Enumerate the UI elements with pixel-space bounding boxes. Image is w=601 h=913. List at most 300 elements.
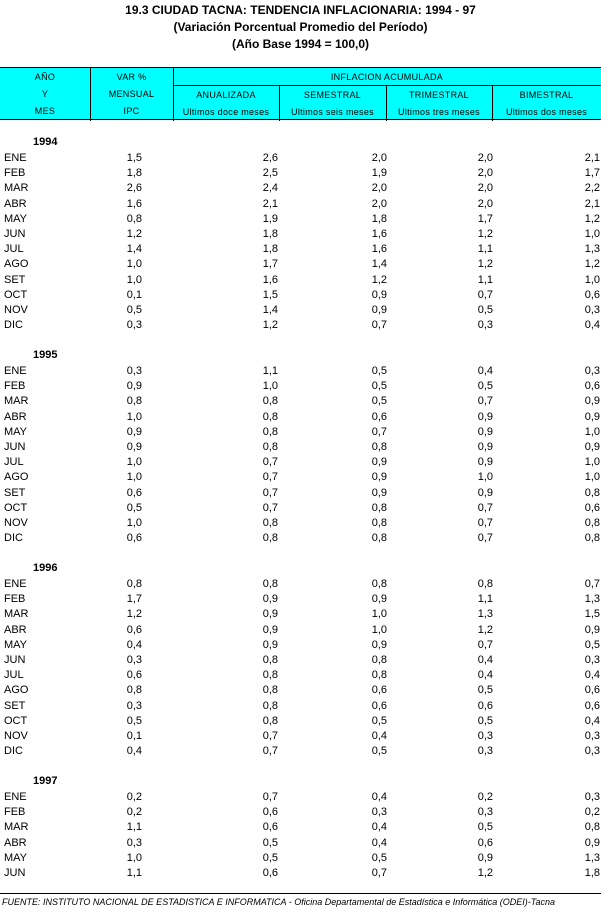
- value-cell: 0,7: [371, 867, 387, 879]
- table-row: [0, 837, 601, 852]
- value-cell: 0,9: [477, 851, 493, 864]
- year-label: 1995: [33, 349, 58, 361]
- year-label: 1996: [33, 562, 58, 574]
- value-cell: 0,6: [262, 867, 278, 879]
- table-row: [0, 791, 601, 806]
- value-cell: 2,5: [262, 167, 278, 180]
- value-cell: 0,8: [584, 486, 600, 499]
- value-cell: 0,4: [371, 730, 387, 742]
- header-month: MES: [34, 106, 56, 116]
- value-cell: 1,0: [126, 258, 142, 271]
- table-row: [0, 669, 601, 684]
- table-row: [0, 517, 601, 532]
- header-bimestral-desc: Ultimos dos meses: [505, 107, 588, 117]
- value-cell: 0,8: [371, 578, 387, 590]
- value-cell: 0,3: [477, 806, 493, 819]
- table-row: [0, 289, 601, 304]
- table-row: [0, 487, 601, 502]
- value-cell: 1,5: [126, 152, 142, 164]
- header-trimestral: TRIMESTRAL: [408, 90, 469, 100]
- value-cell: 0,6: [262, 821, 278, 834]
- value-cell: 0,8: [262, 714, 278, 727]
- value-cell: 0,6: [584, 380, 600, 393]
- value-cell: 1,0: [126, 471, 142, 484]
- value-cell: 0,9: [262, 608, 278, 621]
- month-cell: ENE: [4, 791, 27, 803]
- table-row: [0, 639, 601, 654]
- value-cell: 0,6: [371, 684, 387, 697]
- value-cell: 0,4: [371, 791, 387, 803]
- value-cell: 0,9: [126, 380, 142, 393]
- value-cell: 0,7: [584, 578, 600, 590]
- value-cell: 0,7: [371, 319, 387, 332]
- header-anualizada: ANUALIZADA: [196, 90, 256, 100]
- table-row: [0, 365, 601, 380]
- value-cell: 0,5: [371, 851, 387, 864]
- value-cell: 0,3: [126, 699, 142, 712]
- header-anualizada-desc: Ultimos doce meses: [182, 107, 270, 117]
- value-cell: 1,0: [126, 410, 142, 423]
- month-cell: AGO: [4, 258, 29, 271]
- value-cell: 2,0: [477, 152, 493, 164]
- value-cell: 0,8: [584, 517, 600, 529]
- value-cell: 0,7: [262, 486, 278, 499]
- month-cell: FEB: [4, 593, 26, 606]
- month-cell: ENE: [4, 578, 27, 590]
- value-cell: 1,0: [584, 456, 600, 469]
- value-cell: 0,6: [477, 836, 493, 849]
- value-cell: 0,2: [126, 806, 142, 819]
- month-cell: JUL: [4, 669, 24, 682]
- value-cell: 0,3: [477, 319, 493, 332]
- month-cell: DIC: [4, 745, 23, 758]
- value-cell: 1,2: [477, 623, 493, 636]
- value-cell: 2,1: [584, 197, 600, 210]
- header-bimestral: BIMESTRAL: [519, 90, 574, 100]
- value-cell: 0,5: [477, 684, 493, 697]
- value-cell: 1,1: [126, 867, 142, 879]
- value-cell: 0,8: [371, 441, 387, 453]
- value-cell: 0,9: [371, 288, 387, 301]
- value-cell: 1,1: [477, 273, 493, 286]
- header-semestral: SEMESTRAL: [303, 90, 362, 100]
- value-cell: 2,0: [371, 197, 387, 210]
- value-cell: 0,8: [584, 821, 600, 834]
- value-cell: 0,6: [126, 669, 142, 682]
- value-cell: 1,6: [371, 228, 387, 240]
- table-row: [0, 167, 601, 182]
- table-row: [0, 304, 601, 319]
- value-cell: 0,9: [371, 486, 387, 499]
- value-cell: 1,8: [262, 228, 278, 240]
- value-cell: 1,0: [126, 517, 142, 529]
- year-label: 1994: [33, 136, 58, 148]
- value-cell: 1,4: [371, 258, 387, 271]
- value-cell: 0,9: [126, 441, 142, 453]
- value-cell: 1,7: [477, 212, 493, 225]
- value-cell: 0,6: [371, 410, 387, 423]
- value-cell: 0,8: [126, 212, 142, 225]
- header-trimestral-desc: Ultimos tres meses: [398, 107, 480, 117]
- value-cell: 0,9: [477, 456, 493, 469]
- value-cell: 0,4: [584, 319, 600, 332]
- value-cell: 0,9: [262, 638, 278, 651]
- value-cell: 0,8: [584, 532, 600, 545]
- value-cell: 0,9: [584, 623, 600, 636]
- table-row: [0, 198, 601, 213]
- value-cell: 0,5: [371, 714, 387, 727]
- value-cell: 1,6: [126, 197, 142, 210]
- footer-divider: [0, 893, 601, 894]
- value-cell: 0,9: [584, 441, 600, 453]
- value-cell: 1,2: [126, 608, 142, 621]
- month-cell: JUN: [4, 441, 26, 453]
- value-cell: 0,1: [126, 730, 142, 742]
- value-cell: 0,5: [477, 380, 493, 393]
- month-cell: OCT: [4, 714, 28, 727]
- month-cell: AGO: [4, 684, 29, 697]
- header-year: AÑO: [34, 72, 56, 82]
- value-cell: 1,7: [126, 593, 142, 606]
- table-row: [0, 258, 601, 273]
- value-cell: 1,8: [584, 867, 600, 879]
- value-cell: 0,3: [126, 319, 142, 332]
- value-cell: 0,3: [584, 304, 600, 316]
- value-cell: 1,3: [584, 851, 600, 864]
- value-cell: 0,7: [477, 517, 493, 529]
- value-cell: 0,6: [262, 806, 278, 819]
- value-cell: 1,0: [126, 273, 142, 286]
- table-row: [0, 852, 601, 867]
- month-cell: SET: [4, 699, 26, 712]
- value-cell: 0,4: [371, 821, 387, 834]
- value-cell: 0,2: [477, 791, 493, 803]
- header-mensual: MENSUAL: [108, 89, 155, 99]
- year-label: 1997: [33, 775, 58, 787]
- value-cell: 1,8: [126, 167, 142, 180]
- value-cell: 1,4: [126, 243, 142, 256]
- value-cell: 2,0: [477, 197, 493, 210]
- month-cell: MAY: [4, 851, 28, 864]
- value-cell: 0,6: [584, 699, 600, 712]
- month-cell: ABR: [4, 197, 27, 210]
- table-row: [0, 730, 601, 745]
- value-cell: 2,0: [477, 182, 493, 195]
- value-cell: 0,8: [477, 578, 493, 590]
- month-cell: MAR: [4, 182, 29, 195]
- value-cell: 0,7: [262, 471, 278, 484]
- month-cell: MAR: [4, 608, 29, 621]
- value-cell: 0,8: [262, 532, 278, 545]
- value-cell: 1,4: [262, 304, 278, 316]
- value-cell: 0,8: [371, 517, 387, 529]
- value-cell: 0,4: [126, 745, 142, 758]
- value-cell: 0,3: [584, 730, 600, 742]
- value-cell: 1,1: [477, 593, 493, 606]
- value-cell: 1,3: [584, 243, 600, 256]
- month-cell: FEB: [4, 380, 26, 393]
- value-cell: 0,7: [477, 638, 493, 651]
- value-cell: 0,9: [477, 441, 493, 453]
- value-cell: 0,1: [126, 288, 142, 301]
- month-cell: NOV: [4, 730, 28, 742]
- table-row: [0, 319, 601, 334]
- value-cell: 0,6: [126, 532, 142, 545]
- value-cell: 2,6: [262, 152, 278, 164]
- value-cell: 0,3: [477, 745, 493, 758]
- month-cell: ENE: [4, 365, 27, 377]
- value-cell: 0,8: [371, 501, 387, 514]
- value-cell: 0,3: [126, 836, 142, 849]
- table-row: [0, 395, 601, 410]
- value-cell: 0,6: [371, 699, 387, 712]
- value-cell: 1,0: [126, 851, 142, 864]
- table-row: [0, 608, 601, 623]
- value-cell: 1,2: [371, 273, 387, 286]
- month-cell: MAR: [4, 395, 29, 408]
- value-cell: 1,2: [477, 258, 493, 271]
- value-cell: 0,7: [477, 395, 493, 408]
- value-cell: 0,5: [126, 501, 142, 514]
- value-cell: 0,2: [126, 791, 142, 803]
- value-cell: 1,5: [584, 608, 600, 621]
- value-cell: 0,5: [477, 304, 493, 316]
- value-cell: 0,3: [584, 791, 600, 803]
- value-cell: 2,0: [371, 152, 387, 164]
- value-cell: 1,0: [584, 273, 600, 286]
- table-row: [0, 441, 601, 456]
- table-header: [0, 67, 601, 120]
- value-cell: 2,6: [126, 182, 142, 195]
- value-cell: 1,1: [477, 243, 493, 256]
- value-cell: 0,7: [262, 456, 278, 469]
- table-row: [0, 867, 601, 882]
- value-cell: 0,9: [584, 410, 600, 423]
- value-cell: 0,3: [371, 806, 387, 819]
- value-cell: 0,5: [371, 745, 387, 758]
- value-cell: 0,6: [584, 684, 600, 697]
- value-cell: 2,1: [584, 152, 600, 164]
- value-cell: 2,2: [584, 182, 600, 195]
- value-cell: 0,3: [584, 745, 600, 758]
- value-cell: 1,0: [584, 228, 600, 240]
- value-cell: 0,4: [371, 836, 387, 849]
- value-cell: 0,6: [584, 288, 600, 301]
- month-cell: OCT: [4, 501, 28, 514]
- value-cell: 0,8: [262, 517, 278, 529]
- month-cell: SET: [4, 273, 26, 286]
- value-cell: 2,4: [262, 182, 278, 195]
- value-cell: 0,5: [262, 851, 278, 864]
- value-cell: 0,5: [262, 836, 278, 849]
- month-cell: ABR: [4, 836, 27, 849]
- value-cell: 0,9: [477, 410, 493, 423]
- table-row: [0, 274, 601, 289]
- value-cell: 1,6: [262, 273, 278, 286]
- month-cell: JUN: [4, 867, 26, 879]
- table-subtitle: (Variación Porcentual Promedio del Período): [173, 20, 428, 34]
- value-cell: 0,8: [262, 578, 278, 590]
- value-cell: 0,8: [262, 441, 278, 453]
- value-cell: 1,2: [126, 228, 142, 240]
- table-row: [0, 593, 601, 608]
- value-cell: 1,6: [371, 243, 387, 256]
- header-y: Y: [41, 89, 49, 99]
- month-cell: DIC: [4, 319, 23, 332]
- value-cell: 1,3: [477, 608, 493, 621]
- value-cell: 2,1: [262, 197, 278, 210]
- value-cell: 0,8: [262, 654, 278, 666]
- month-cell: ABR: [4, 623, 27, 636]
- value-cell: 1,0: [371, 608, 387, 621]
- value-cell: 0,3: [126, 365, 142, 377]
- value-cell: 1,0: [584, 471, 600, 484]
- value-cell: 0,7: [262, 745, 278, 758]
- value-cell: 0,7: [371, 425, 387, 438]
- table-row: [0, 700, 601, 715]
- value-cell: 0,7: [262, 791, 278, 803]
- value-cell: 1,2: [477, 867, 493, 879]
- value-cell: 0,3: [584, 654, 600, 666]
- table-row: [0, 182, 601, 197]
- value-cell: 1,8: [262, 243, 278, 256]
- month-cell: OCT: [4, 288, 28, 301]
- table-row: [0, 745, 601, 760]
- value-cell: 0,8: [371, 532, 387, 545]
- value-cell: 0,5: [126, 714, 142, 727]
- table-row: [0, 471, 601, 486]
- value-cell: 0,4: [477, 654, 493, 666]
- value-cell: 1,0: [477, 471, 493, 484]
- header-group: INFLACION ACUMULADA: [330, 72, 444, 82]
- value-cell: 0,9: [477, 486, 493, 499]
- value-cell: 0,8: [126, 578, 142, 590]
- value-cell: 1,2: [584, 212, 600, 225]
- value-cell: 0,3: [584, 365, 600, 377]
- value-cell: 0,5: [371, 365, 387, 377]
- value-cell: 0,4: [584, 669, 600, 682]
- value-cell: 0,4: [584, 714, 600, 727]
- value-cell: 0,9: [262, 593, 278, 606]
- value-cell: 0,7: [262, 501, 278, 514]
- value-cell: 0,5: [584, 638, 600, 651]
- value-cell: 1,0: [262, 380, 278, 393]
- value-cell: 0,9: [371, 456, 387, 469]
- table-row: [0, 456, 601, 471]
- value-cell: 0,9: [584, 395, 600, 408]
- table-row: [0, 426, 601, 441]
- value-cell: 0,9: [371, 471, 387, 484]
- month-cell: ENE: [4, 152, 27, 164]
- value-cell: 0,9: [371, 638, 387, 651]
- month-cell: MAY: [4, 425, 28, 438]
- value-cell: 1,8: [371, 212, 387, 225]
- table-row: [0, 152, 601, 167]
- value-cell: 0,8: [126, 684, 142, 697]
- value-cell: 0,8: [262, 699, 278, 712]
- month-cell: AGO: [4, 471, 29, 484]
- table-row: [0, 684, 601, 699]
- value-cell: 1,5: [262, 288, 278, 301]
- table-row: [0, 624, 601, 639]
- value-cell: 1,1: [262, 365, 278, 377]
- value-cell: 0,9: [371, 593, 387, 606]
- source-note: FUENTE: INSTITUTO NACIONAL DE ESTADISTICA E INFORMATICA - Oficina Departamental de Estadística e Informática (ODEI)-Tacna: [2, 897, 555, 907]
- table-row: [0, 228, 601, 243]
- value-cell: 1,1: [126, 821, 142, 834]
- value-cell: 0,9: [262, 623, 278, 636]
- header-ipc: IPC: [123, 106, 140, 116]
- value-cell: 0,3: [477, 730, 493, 742]
- table-row: [0, 380, 601, 395]
- value-cell: 0,5: [371, 395, 387, 408]
- header-semestral-desc: Ultimos seis meses: [291, 107, 374, 117]
- value-cell: 0,8: [262, 684, 278, 697]
- value-cell: 1,0: [584, 425, 600, 438]
- month-cell: FEB: [4, 167, 26, 180]
- value-cell: 0,6: [477, 699, 493, 712]
- value-cell: 0,5: [126, 304, 142, 316]
- table-row: [0, 821, 601, 836]
- value-cell: 0,8: [262, 669, 278, 682]
- month-cell: MAY: [4, 212, 28, 225]
- value-cell: 0,7: [262, 730, 278, 742]
- month-cell: MAY: [4, 638, 28, 651]
- value-cell: 0,3: [126, 654, 142, 666]
- value-cell: 0,7: [477, 532, 493, 545]
- value-cell: 0,4: [477, 365, 493, 377]
- value-cell: 0,8: [262, 425, 278, 438]
- table-row: [0, 243, 601, 258]
- value-cell: 0,8: [371, 654, 387, 666]
- value-cell: 1,2: [584, 258, 600, 271]
- month-cell: JUL: [4, 243, 24, 256]
- month-cell: JUN: [4, 228, 26, 240]
- value-cell: 0,8: [371, 669, 387, 682]
- value-cell: 0,6: [584, 501, 600, 514]
- value-cell: 1,3: [584, 593, 600, 606]
- value-cell: 0,4: [126, 638, 142, 651]
- value-cell: 0,9: [584, 836, 600, 849]
- value-cell: 0,2: [584, 806, 600, 819]
- value-cell: 0,9: [126, 425, 142, 438]
- value-cell: 0,5: [477, 714, 493, 727]
- table-row: [0, 654, 601, 669]
- value-cell: 0,9: [371, 304, 387, 316]
- value-cell: 1,9: [371, 167, 387, 180]
- table-row: [0, 502, 601, 517]
- month-cell: SET: [4, 486, 26, 499]
- value-cell: 0,5: [477, 821, 493, 834]
- value-cell: 0,6: [126, 623, 142, 636]
- month-cell: NOV: [4, 517, 28, 529]
- value-cell: 1,7: [584, 167, 600, 180]
- value-cell: 2,0: [371, 182, 387, 195]
- table-title: 19.3 CIUDAD TACNA: TENDENCIA INFLACIONARIA: 1994 - 97: [125, 3, 476, 17]
- value-cell: 1,0: [371, 623, 387, 636]
- month-cell: ABR: [4, 410, 27, 423]
- month-cell: JUL: [4, 456, 24, 469]
- value-cell: 0,8: [262, 395, 278, 408]
- table-row: [0, 806, 601, 821]
- table-row: [0, 578, 601, 593]
- table-row: [0, 532, 601, 547]
- month-cell: MAR: [4, 821, 29, 834]
- value-cell: 0,9: [477, 425, 493, 438]
- value-cell: 0,7: [477, 501, 493, 514]
- header-var: VAR %: [116, 72, 147, 82]
- month-cell: DIC: [4, 532, 23, 545]
